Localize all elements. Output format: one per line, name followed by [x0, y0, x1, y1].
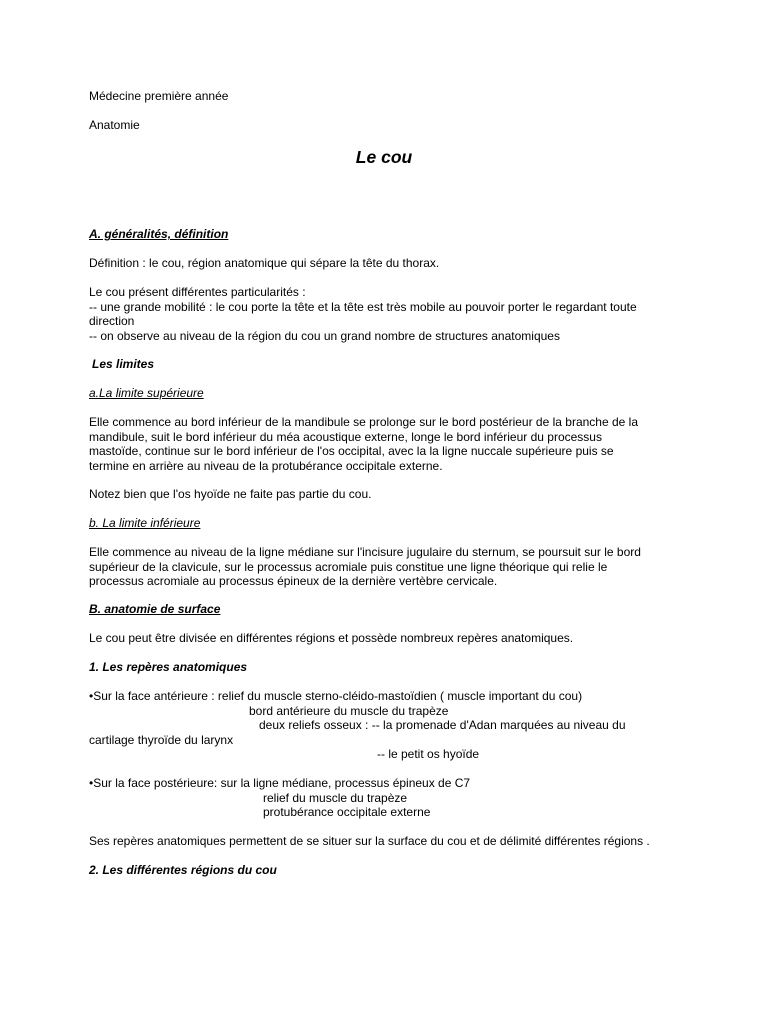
particularity-1-line-1: -- une grande mobilité : le cou porte la tête et la tête est très mobile au pouvoir porter le regardant toute [89, 299, 637, 314]
lower-limit-line: Elle commence au niveau de la ligne médiane sur l'incisure jugulaire du sternum, se poursuit sur le bord [89, 545, 641, 559]
upper-limit-line: mastoïde, continue sur le bord inférieur de l'os occipital, avec la la ligne nuccale supérieure puis se [89, 444, 614, 458]
limits-heading: Les limites [92, 357, 155, 371]
lower-limit-heading: b. La limite inférieure [89, 516, 201, 530]
anterior-landmark-line: •Sur la face antérieure : relief du muscle sterno-cléido-mastoïdien ( muscle important du cou) [89, 689, 583, 703]
section-b-intro: Le cou peut être divisée en différentes régions et possède nombreux repères anatomiques. [89, 631, 574, 645]
section-b-heading: B. anatomie de surface [89, 602, 221, 616]
landmarks-heading: 1. Les repères anatomiques [89, 660, 248, 674]
upper-limit-line: Elle commence au bord inférieur de la mandibule se prolonge sur le bord postérieur de la branche de la [89, 415, 638, 429]
particularity-1-line-2: direction [89, 314, 135, 328]
anterior-landmark-line: bord antérieure du muscle du trapèze [249, 703, 449, 718]
regions-heading: 2. Les différentes régions du cou [89, 863, 277, 877]
lower-limit-line: supérieur de la clavicule, sur le processus acromiale puis constitue une ligne théorique qui relie le [89, 559, 608, 574]
anterior-landmark-line: cartilage thyroïde du larynx [89, 732, 234, 747]
hyoid-note: Notez bien que l'os hyoïde ne faite pas partie du cou. [89, 487, 372, 501]
upper-limit-line: mandibule, suit le bord inférieur du méa acoustique externe, longe le bord inférieur du processus [89, 429, 602, 444]
anterior-landmark-line: -- le petit os hyoïde [377, 747, 480, 761]
upper-limit-line: termine en arrière au niveau de la protubérance occipitale externe. [89, 458, 443, 473]
upper-limit-heading: a.La limite supérieure [89, 386, 204, 400]
anterior-landmark-line: deux reliefs osseux : -- la promenade d'Adan marquées au niveau du [259, 718, 626, 732]
lower-limit-line: processus acromiale au processus épineux de la dernière vertèbre cervicale. [89, 574, 498, 588]
posterior-landmark-line: protubérance occipitale externe [263, 805, 431, 819]
document-title: Le cou [355, 147, 413, 167]
posterior-landmark-line: •Sur la face postérieure: sur la ligne médiane, processus épineux de C7 [89, 776, 471, 790]
course-name: Médecine première année [89, 89, 229, 103]
definition-text: Définition : le cou, région anatomique qui sépare la tête du thorax. [89, 256, 440, 270]
landmarks-purpose: Ses repères anatomiques permettent de se situer sur la surface du cou et de délimité différentes régions . [89, 834, 650, 848]
posterior-landmark-line: relief du muscle du trapèze [263, 790, 408, 805]
particularity-2: -- on observe au niveau de la région du cou un grand nombre de structures anatomiques [89, 328, 560, 343]
particularities-intro: Le cou présent différentes particularités : [89, 285, 306, 299]
subject-name: Anatomie [89, 118, 140, 132]
section-a-heading: A. généralités, définition [89, 227, 229, 241]
